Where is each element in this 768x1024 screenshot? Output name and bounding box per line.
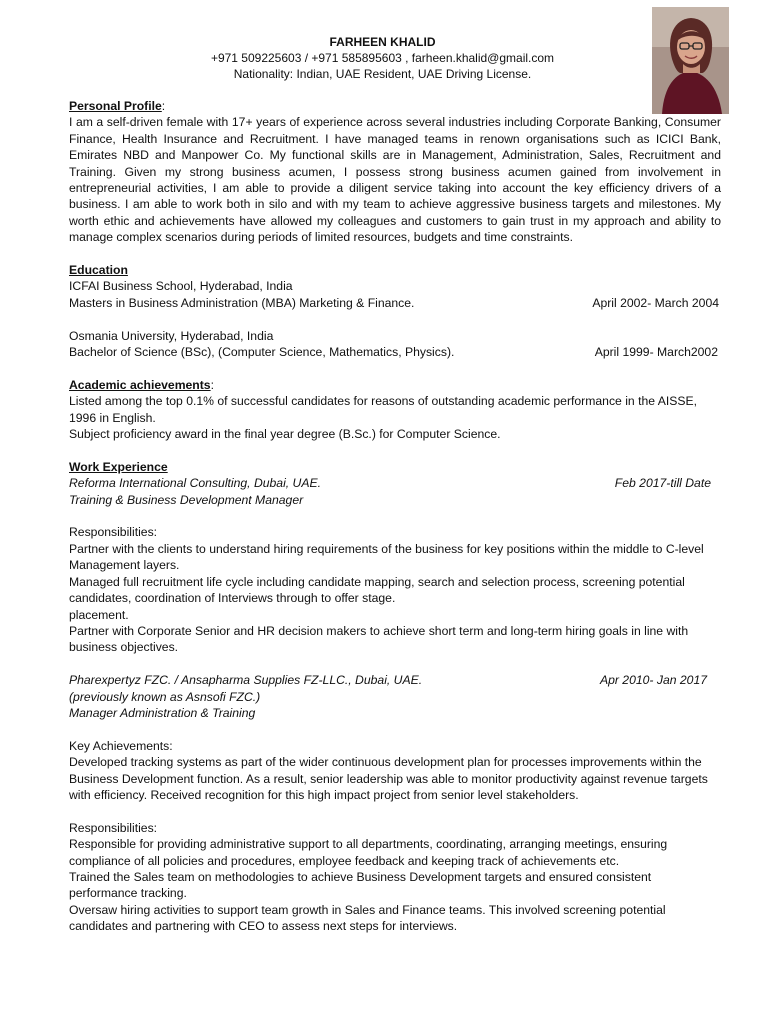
education-dates: April 1999- March2002 xyxy=(594,345,718,360)
job-title: Manager Administration & Training xyxy=(69,705,256,720)
responsibilities-label: Responsibilities: xyxy=(69,525,158,540)
responsibility-item: Responsible for providing administrative support to all departments, coordinating, arranging meetings, ensuring compliance of all policies and procedures, employee feedback and keeping track of achievements etc. xyxy=(69,837,668,868)
job-company: Reforma International Consulting, Dubai, UAE. xyxy=(69,476,322,491)
contact-line: +971 509225603 / +971 585895603 , farheen.khalid@gmail.com xyxy=(210,51,555,65)
achievements-label: Key Achievements: xyxy=(69,738,173,753)
profile-heading: Personal Profile xyxy=(69,99,162,113)
academic-heading-colon: : xyxy=(210,377,214,392)
resume-body xyxy=(69,98,721,935)
academic-heading: Academic achievements xyxy=(69,377,211,392)
education-degree: Masters in Business Administration (MBA) Marketing & Finance. xyxy=(69,295,415,310)
responsibility-item: placement. xyxy=(69,607,129,622)
academic-item: Listed among the top 0.1% of successful candidates for reasons of outstanding academic performance in the AISSE, 1996 in English. xyxy=(69,394,698,425)
nationality-line: Nationality: Indian, UAE Resident, UAE Driving License. xyxy=(233,67,532,81)
academic-item: Subject proficiency award in the final year degree (B.Sc.) for Computer Science. xyxy=(69,427,501,442)
responsibility-item: Trained the Sales team on methodologies to achieve Business Development targets and ensured consistent performance tracking. xyxy=(69,869,652,901)
academic-heading-line xyxy=(69,377,721,393)
responsibility-item: Oversaw hiring activities to support team growth in Sales and Finance teams. This involved screening potential candidates and partnering with CEO to assess next steps for interviews. xyxy=(69,902,666,934)
job-title: Training & Business Development Manager xyxy=(69,492,304,507)
work-heading: Work Experience xyxy=(69,459,168,474)
education-degree-row xyxy=(69,295,721,311)
education-degree-row xyxy=(69,344,721,360)
responsibility-item: Partner with Corporate Senior and HR decision makers to achieve short term and long-term hiring goals in line with business objectives. xyxy=(69,623,689,655)
job-header-row xyxy=(69,475,721,491)
job-former-name: (previously known as Asnsofi FZC.) xyxy=(69,689,261,704)
education-dates: April 2002- March 2004 xyxy=(592,295,719,310)
job-header-row xyxy=(69,672,721,688)
job-dates: Feb 2017-till Date xyxy=(614,476,711,491)
responsibility-item: Managed full recruitment life cycle including candidate mapping, search and selection process, screening potential candidates, coordination of Interviews through to offer stage. xyxy=(69,574,685,606)
job-dates: Apr 2010- Jan 2017 xyxy=(599,673,707,688)
education-school: ICFAI Business School, Hyderabad, India xyxy=(69,279,293,294)
job-company: Pharexpertyz FZC. / Ansapharma Supplies FZ-LLC., Dubai, UAE. xyxy=(69,673,423,688)
profile-text: I am a self-driven female with 17+ years of experience across several industries including Corporate Banking, Consumer Finance, Health Insurance and Recruitment. I have managed teams in renown organisations such as ICICI Bank, Emirates NBD and Manpower Co. My functional skills are in Management, Administration, Sales, Recruitment and Training. Given my strong business acumen, I possess strong business acumen gained from involvement in entrepreneurial activities, I am able to provide a diligent service taking into account the key efficiency drivers of a business. I am able to work both in silo and with my team to achieve aggressive business targets and milestones. My worth ethic and achievements have allowed my colleagues and customers to gain trust in my approach and ability to manage complex scenarios during periods of limited resources, budgets and time constraints. xyxy=(69,115,721,245)
achievement-text: Developed tracking systems as part of the wider continuous development plan for processes improvements within the Business Development function. As a result, senior leadership was able to monitor productivity against revenue targets with efficiency. Received recognition for this high impact project from senior level stakeholders. xyxy=(69,755,708,802)
resume-header xyxy=(60,34,705,82)
profile-heading-line xyxy=(69,98,721,114)
education-heading-line xyxy=(69,262,721,278)
education-school: Osmania University, Hyderabad, India xyxy=(69,328,274,343)
candidate-name: FARHEEN KHALID xyxy=(329,35,436,49)
responsibilities-label: Responsibilities: xyxy=(69,820,158,835)
profile-heading-colon: : xyxy=(161,99,166,113)
education-degree: Bachelor of Science (BSc), (Computer Science, Mathematics, Physics). xyxy=(69,345,455,360)
responsibility-item: Partner with the clients to understand hiring requirements of the business for key positions within the middle to C-level Management layers. xyxy=(69,541,704,573)
education-heading: Education xyxy=(69,263,128,278)
work-heading-line xyxy=(69,459,721,475)
